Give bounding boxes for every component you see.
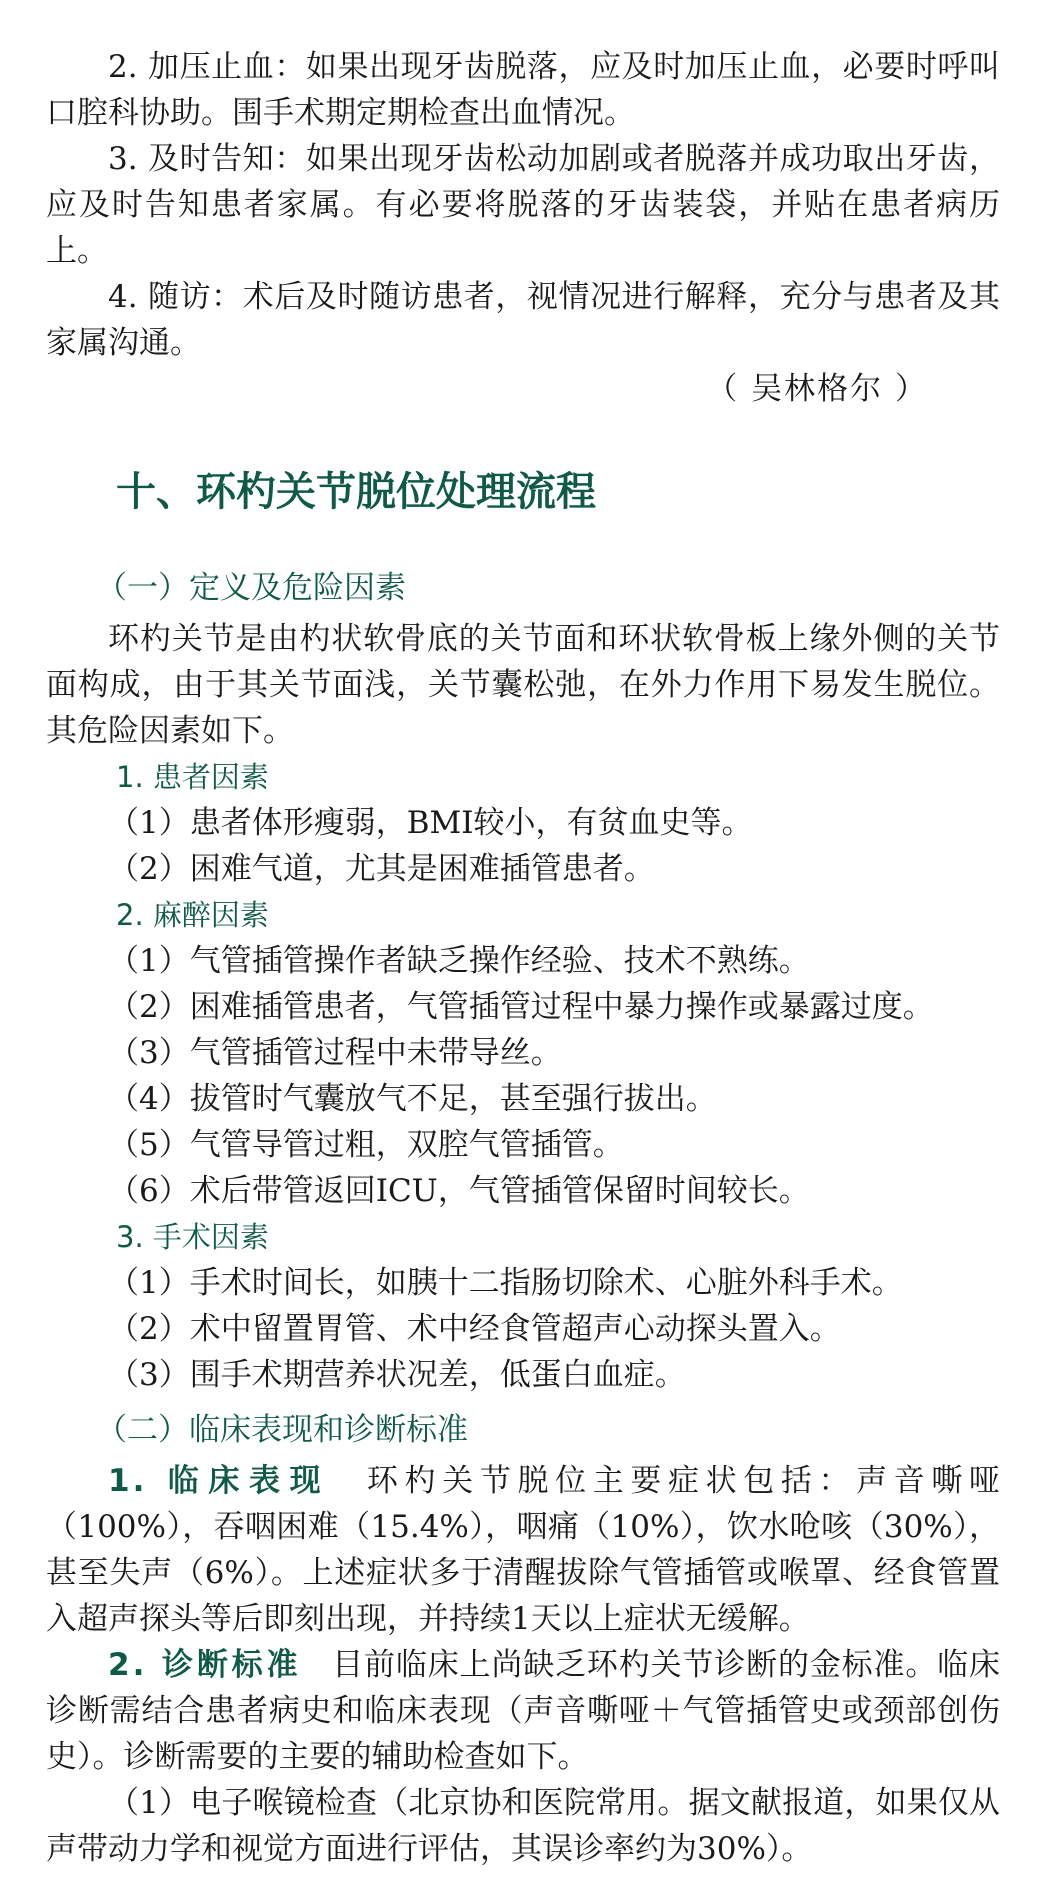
paragraph-follow-up: 4. 随访：术后及时随访患者，视情况进行解释，充分与患者及其家属沟通。	[46, 279, 1000, 361]
paragraph-compression-hemostasis: 2. 加压止血：如果出现牙齿脱落，应及时加压止血，必要时呼叫口腔科协助。围手术期定期检查出血情况。	[46, 49, 1000, 131]
clinical-manifestations-text: 环杓关节脱位主要症状包括：声音嘶哑（100%），吞咽困难（15.4%），咽痛（10%），饮水呛咳（30%），甚至失声（6%）。上述症状多于清醒拔除气管插管或喉罩、经食管置入超声探头等后即刻出现，并持续1天以上症状无缓解。	[46, 1463, 1001, 1637]
clinical-manifestations-label: 1. 临床表现	[108, 1463, 331, 1499]
paragraph-clinical-manifestations	[46, 1458, 1000, 1642]
subsection-heading-clinical: （二）临床表现和诊断标准	[96, 1412, 468, 1448]
section-title: 十、环杓关节脱位处理流程	[116, 468, 596, 515]
diagnostic-criteria-label: 2. 诊断标准	[108, 1647, 302, 1683]
paragraph-diagnostic-criteria	[46, 1642, 1000, 1780]
diagnostic-criteria-text: 目前临床上尚缺乏环杓关节诊断的金标准。临床诊断需结合患者病史和临床表现（声音嘶哑＋气管插管史或颈部创伤史）。诊断需要的主要的辅助检查如下。	[46, 1647, 1000, 1775]
heading-patient-factors: 1. 患者因素	[116, 760, 269, 794]
list-item: （2）术中留置胃管、术中经食管超声心动探头置入。	[108, 1311, 841, 1347]
list-item: （6）术后带管返回ICU，气管插管保留时间较长。	[108, 1173, 810, 1209]
paragraph-definition: 环杓关节是由杓状软骨底的关节面和环状软骨板上缘外侧的关节面构成，由于其关节面浅，关节囊松弛，在外力作用下易发生脱位。其危险因素如下。	[46, 621, 1000, 749]
list-item: （3）气管插管过程中未带导丝。	[108, 1035, 562, 1071]
subsection-heading-definition: （一）定义及危险因素	[96, 570, 406, 606]
list-item: （2）困难插管患者，气管插管过程中暴力操作或暴露过度。	[108, 989, 934, 1025]
paragraph-laryngoscopy: （1）电子喉镜检查（北京协和医院常用。据文献报道，如果仅从声带动力学和视觉方面进行评估，其误诊率约为30%）。	[46, 1785, 1000, 1867]
heading-anesthesia-factors: 2. 麻醉因素	[116, 898, 269, 932]
list-item: （1）患者体形瘦弱，BMI较小，有贫血史等。	[108, 805, 753, 841]
author-attribution: （ 吴林格尔 ）	[706, 371, 928, 407]
paragraph-timely-notification: 3. 及时告知：如果出现牙齿松动加剧或者脱落并成功取出牙齿，应及时告知患者家属。有必要将脱落的牙齿装袋，并贴在患者病历上。	[46, 141, 1000, 269]
list-item: （2）困难气道，尤其是困难插管患者。	[108, 851, 655, 887]
list-item: （1）气管插管操作者缺乏操作经验、技术不熟练。	[108, 943, 810, 979]
list-item: （3）围手术期营养状况差，低蛋白血症。	[108, 1357, 686, 1393]
heading-surgical-factors: 3. 手术因素	[116, 1220, 269, 1254]
list-item: （4）拔管时气囊放气不足，甚至强行拔出。	[108, 1081, 717, 1117]
list-item: （1）手术时间长，如胰十二指肠切除术、心脏外科手术。	[108, 1265, 903, 1301]
list-item: （5）气管导管过粗，双腔气管插管。	[108, 1127, 624, 1163]
